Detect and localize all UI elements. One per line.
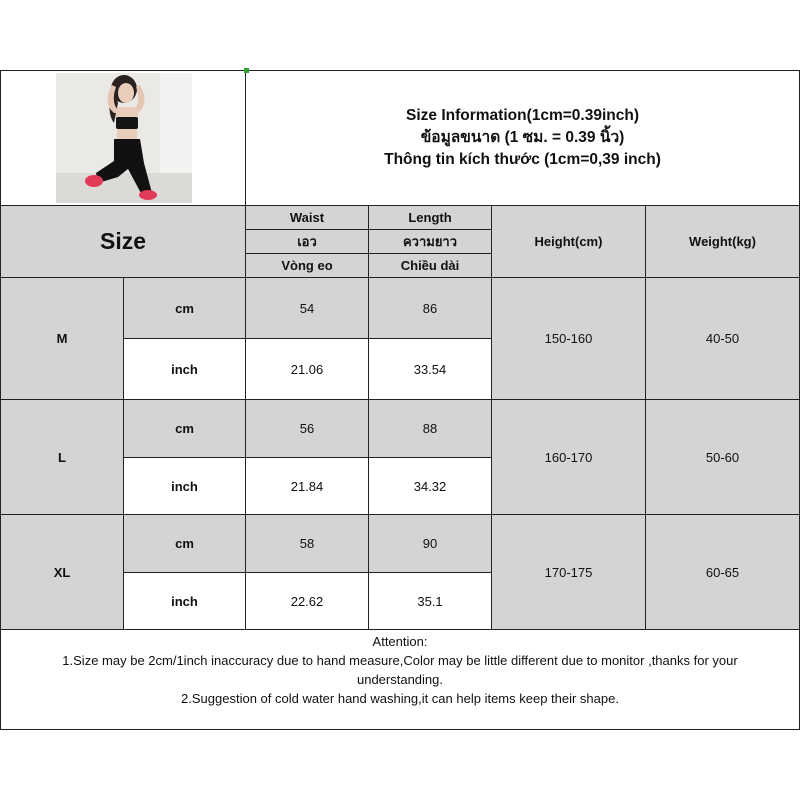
attention-line-1: 1.Size may be 2cm/1inch inaccuracy due to hand measure,Color may be little different due to monitor ,thanks for your [62,653,738,668]
waist-header-vi: Vòng eo [245,253,369,278]
product-photo-cell [0,70,246,206]
waist-header-th: เอว [245,229,369,254]
unit-label-cm: cm [123,399,246,458]
height-header: Height(cm) [491,205,646,278]
waist-cm-xl: 58 [245,514,369,573]
title-thai: ข้อมูลขนาด (1 ซม. = 0.39 นิ้ว) [420,129,625,146]
weight-m: 40-50 [645,277,800,400]
length-inch-xl: 35.1 [368,572,492,630]
title-english: Size Information(1cm=0.39inch) [406,107,639,124]
product-photo [56,73,192,203]
length-cm-l: 88 [368,399,492,458]
length-inch-m: 33.54 [368,338,492,400]
waist-header-en: Waist [245,205,369,230]
title-vietnamese: Thông tin kích thước (1cm=0,39 inch) [384,151,661,168]
model-illustration [56,73,192,203]
length-header-th: ความยาว [368,229,492,254]
size-info-title [245,70,800,206]
weight-header: Weight(kg) [645,205,800,278]
size-label-l: L [0,399,124,515]
corner-marker [244,68,249,73]
height-xl: 170-175 [491,514,646,630]
height-l: 160-170 [491,399,646,515]
unit-label-inch: inch [123,572,246,630]
length-cm-m: 86 [368,277,492,339]
length-cm-xl: 90 [368,514,492,573]
unit-label-inch: inch [123,457,246,515]
waist-cm-l: 56 [245,399,369,458]
height-m: 150-160 [491,277,646,400]
waist-inch-m: 21.06 [245,338,369,400]
unit-label-inch: inch [123,338,246,400]
length-header-vi: Chiều dài [368,253,492,278]
attention-notes [0,629,800,730]
waist-inch-l: 21.84 [245,457,369,515]
size-label-xl: XL [0,514,124,630]
weight-xl: 60-65 [645,514,800,630]
unit-label-cm: cm [123,514,246,573]
weight-l: 50-60 [645,399,800,515]
size-label-m: M [0,277,124,400]
size-chart [0,70,800,730]
attention-line-1-continued: understanding. [356,672,443,687]
length-header-en: Length [368,205,492,230]
size-header: Size [0,205,246,278]
attention-heading: Attention: [372,634,428,649]
length-inch-l: 34.32 [368,457,492,515]
unit-label-cm: cm [123,277,246,339]
waist-cm-m: 54 [245,277,369,339]
attention-line-2: 2.Suggestion of cold water hand washing,it can help items keep their shape. [181,691,619,706]
waist-inch-xl: 22.62 [245,572,369,630]
